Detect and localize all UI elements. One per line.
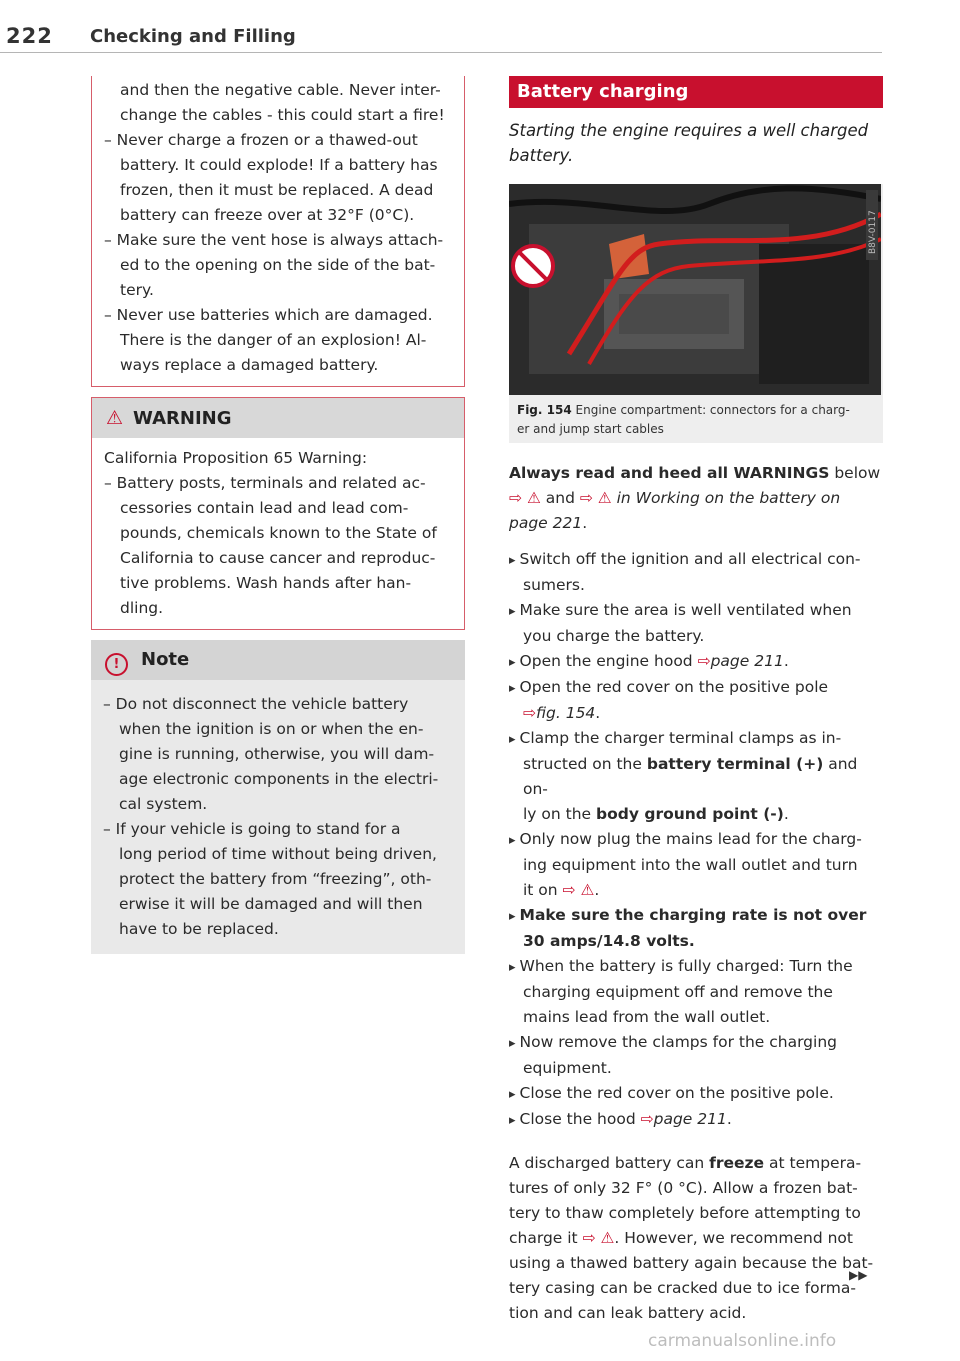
note-box	[91, 640, 465, 954]
figure-caption: Fig. 154 Engine compartment: connectors for a charg- er and jump start cables	[517, 403, 850, 436]
figure-reference-link[interactable]: fig. 154	[536, 704, 596, 722]
step-item: ▸ Open the red cover on the positive pole ⇨fig. 154.	[509, 675, 883, 726]
figure	[509, 184, 883, 443]
engine-compartment-illustration	[509, 184, 881, 395]
warning-lead: California Proposition 65 Warning:	[104, 449, 368, 467]
warning-title: WARNING	[133, 408, 232, 429]
warning-triangle-icon: ⚠	[580, 881, 595, 899]
warning-triangle-icon: ⚠	[597, 489, 612, 507]
note-item: – If your vehicle is going to stand for a long period of time without being driven, protect the battery from “freezing”, oth- erwise it will be damaged and will then have to be replaced.	[103, 820, 437, 938]
step-item: ▸ Close the hood ⇨page 211.	[509, 1107, 883, 1133]
step-item: ▸ Switch off the ignition and all electrical con- sumers.	[509, 547, 883, 598]
note-title: Note	[141, 649, 190, 670]
left-column	[91, 76, 465, 954]
header-rule	[0, 52, 882, 53]
caution-item: – Never use batteries which are damaged. There is the danger of an explosion! Al- ways replace a damaged battery.	[104, 306, 433, 374]
warning-body	[92, 438, 464, 629]
page-number: 222	[6, 24, 53, 48]
step-item: ▸ Only now plug the mains lead for the charg- ing equipment into the wall outlet and turn it on ⇨ ⚠.	[509, 827, 883, 903]
section-title: Battery charging	[509, 76, 883, 108]
right-column	[509, 76, 883, 1326]
step-item: ▸ Clamp the charger terminal clamps as in- structed on the battery terminal (+) and on- ly on the body ground point (-).	[509, 726, 883, 827]
caution-item: – Make sure the vent hose is always attach- ed to the opening on the side of the bat- tery.	[104, 231, 444, 299]
step-item: ▸ Close the red cover on the positive pole.	[509, 1081, 883, 1107]
step-item: ▸ Now remove the clamps for the charging equipment.	[509, 1030, 883, 1081]
step-item: ▸ Make sure the area is well ventilated when you charge the battery.	[509, 598, 883, 649]
step-item: ▸ Make sure the charging rate is not over 30 amps/14.8 volts.	[509, 903, 883, 954]
warning-item: – Battery posts, terminals and related ac- cessories contain lead and lead com- pounds, chemicals known to the State of California to cause cancer and reproduc- tive problems. Wash hands after han- dling.	[104, 474, 437, 617]
figure-code: B8V-0117	[868, 210, 878, 254]
page-reference-link[interactable]: page 211	[653, 1110, 727, 1128]
warning-box	[91, 397, 465, 630]
note-item: – Do not disconnect the vehicle battery when the ignition is on or when the en- gine is running, otherwise, you will dam- age electronic components in the electri- cal system.	[103, 695, 439, 813]
continuation-text: and then the negative cable. Never inter- change the cables - this could start a fire!	[120, 81, 445, 124]
note-body	[91, 680, 465, 954]
warning-triangle-icon: ⚠	[600, 1229, 615, 1247]
closing-paragraph: A discharged battery can freeze at tempera- tures of only 32 F° (0 °C). Allow a frozen bat- tery to thaw completely before attempting to charge it ⇨ ⚠. However, we recommend not using a thawed battery again because the bat- tery casing can be cracked due to ice forma- tion and can leak battery acid.	[509, 1154, 874, 1322]
continue-arrow-icon: ▶▶	[849, 1268, 868, 1282]
section-intro: Starting the engine requires a well charged battery.	[509, 121, 869, 165]
warning-triangle-icon: ⚠	[526, 489, 541, 507]
caution-continuation-box	[91, 76, 465, 387]
watermark: carmanualsonline.info	[648, 1331, 837, 1351]
step-item: ▸ When the battery is fully charged: Turn the charging equipment off and remove the mains lead from the wall outlet.	[509, 954, 883, 1030]
note-header	[91, 640, 465, 680]
page-reference-link[interactable]: page 211	[710, 652, 784, 670]
step-item: ▸ Open the engine hood ⇨page 211.	[509, 649, 883, 675]
read-warnings-paragraph: Always read and heed all WARNINGS below ⇨ ⚠ and ⇨ ⚠ in Working on the battery on page 221.	[509, 464, 881, 532]
info-circle-icon: !	[105, 653, 128, 676]
page-header	[0, 22, 880, 54]
caution-item: – Never charge a frozen or a thawed-out battery. It could explode! If a battery has frozen, then it must be replaced. A dead battery can freeze over at 32°F (0°C).	[104, 131, 438, 224]
chapter-title: Checking and Filling	[90, 26, 296, 47]
steps-list	[509, 547, 883, 1133]
warning-header	[92, 398, 464, 438]
warning-triangle-icon: ⚠	[106, 407, 124, 429]
